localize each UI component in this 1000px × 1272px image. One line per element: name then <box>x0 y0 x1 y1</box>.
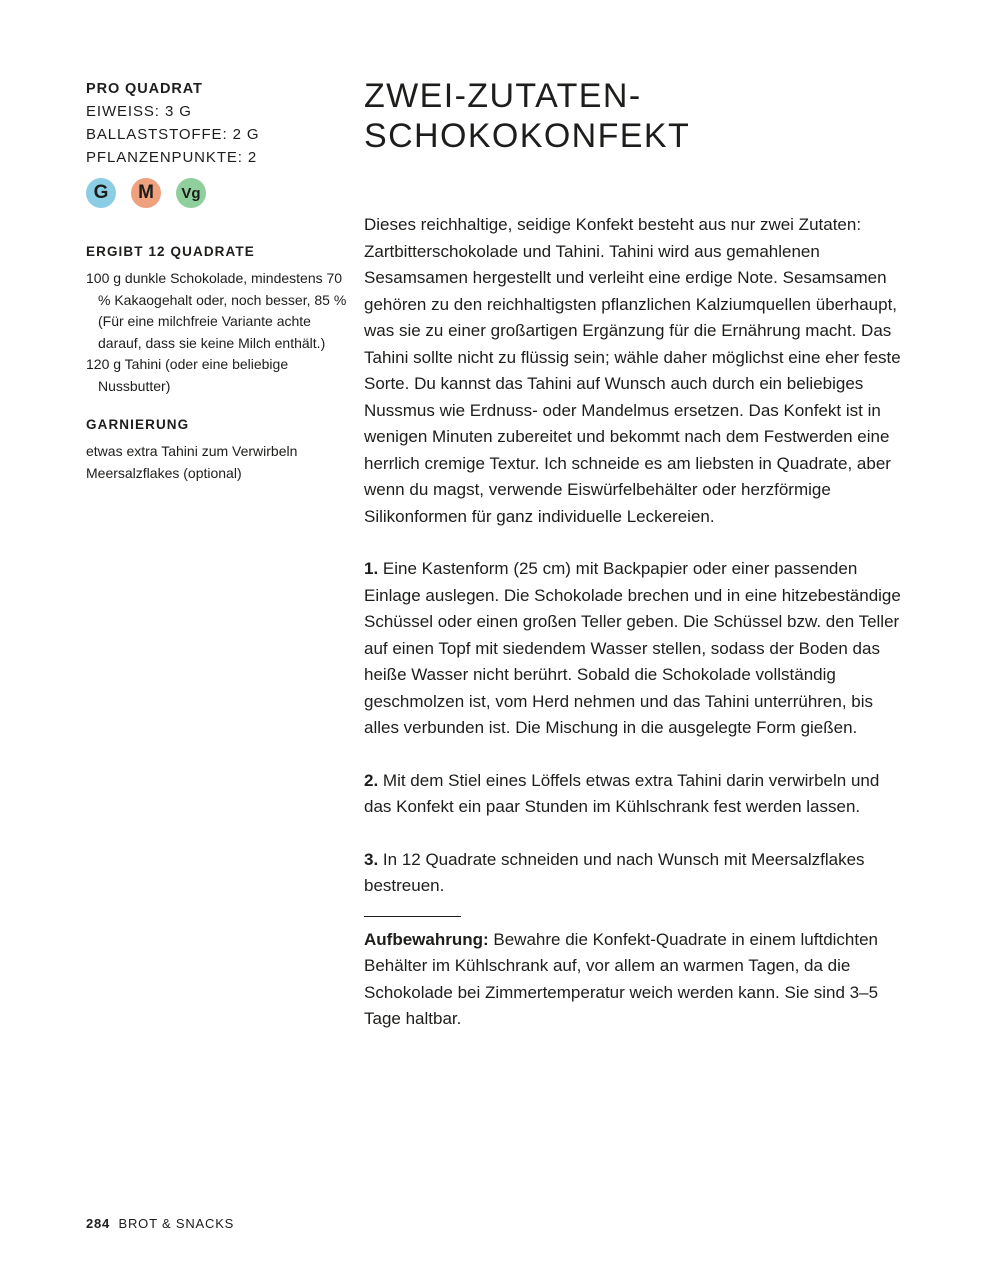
gluten-free-badge: G <box>86 178 116 208</box>
ingredient-list <box>86 268 348 397</box>
recipe-title-line-1: ZWEI-ZUTATEN- <box>364 77 642 115</box>
recipe-step <box>364 768 910 821</box>
storage-text: Bewahre die Konfekt-Quadrate in einem luftdichten Behälter im Kühlschrank auf, vor allem an warmen Tagen, da die Schokolade bei Zimmertemperatur weich werden kann. Sie sind 3–5 Tage haltbar. <box>364 929 879 1028</box>
recipe-sidebar <box>86 78 348 484</box>
recipe-step <box>364 847 910 900</box>
nutrition-protein: EIWEISS: 3 G <box>86 103 192 120</box>
page-number: 284 <box>86 1216 111 1231</box>
nutrition-plant-points: PFLANZENPUNKTE: 2 <box>86 149 258 166</box>
nutrition-heading: PRO QUADRAT <box>86 81 203 97</box>
recipe-intro: Dieses reichhaltige, seidige Konfekt besteht aus nur zwei Zutaten: Zartbitterschokolade und Tahini. Tahini wird aus gemahlenen Sesamsamen hergestellt und verleiht eine erdige Note. Sesamsamen gehören zu den reichhaltigsten pflanzlichen Kalziumquellen überhaupt, was sie zu einer großartigen Ergänzung für die Ernährung macht. Das Tahini sollte nicht zu flüssig sein; wähle daher möglichst eine eher feste Sorte. Du kannst das Tahini auf Wunsch auch durch ein beliebiges Nussmus wie Erdnuss- oder Mandelmus ersetzen. Das Konfekt ist in wenigen Minuten zubereitet und bekommt nach dem Festwerden eine herrlich cremige Textur. Ich schneide es am liebsten in Quadrate, aber wenn du magst, verwende Eiswürfelbehälter oder herzförmige Silikonformen für ganz individuelle Leckereien. <box>364 215 901 526</box>
garnish-list <box>86 441 348 484</box>
recipe-main <box>364 76 910 1033</box>
garnish-heading: GARNIERUNG <box>86 417 190 432</box>
storage-label: Aufbewahrung: <box>364 929 489 949</box>
storage-divider <box>364 916 461 917</box>
storage-note <box>364 927 910 1033</box>
recipe-step <box>364 556 910 742</box>
page-footer <box>86 1216 234 1231</box>
vegan-badge: Vg <box>176 178 206 208</box>
garnish-item: etwas extra Tahini zum Verwirbeln <box>86 443 298 459</box>
step-text: Mit dem Stiel eines Löffels etwas extra Tahini darin verwirbeln und das Konfekt ein paar Stunden im Kühlschrank fest werden lassen. <box>364 770 880 816</box>
milk-free-badge: M <box>131 178 161 208</box>
recipe-title <box>364 76 910 156</box>
ingredient-item: 120 g Tahini (oder eine beliebige Nussbutter) <box>86 356 289 394</box>
diet-badges <box>86 178 348 208</box>
step-number: 3. <box>364 849 379 869</box>
nutrition-fiber: BALLASTSTOFFE: 2 G <box>86 126 260 143</box>
step-number: 2. <box>364 770 379 790</box>
garnish-item: Meersalzflakes (optional) <box>86 464 242 481</box>
step-text: Eine Kastenform (25 cm) mit Backpapier oder einer passenden Einlage auslegen. Die Schokolade brechen und in eine hitzebeständige Schüssel oder einen großen Teller geben. Die Schüssel bzw. den Teller auf einen Topf mit siedendem Wasser stellen, sodass der Boden das heiße Wasser nicht berührt. Sobald die Schokolade vollständig geschmolzen ist, vom Herd nehmen und das Tahini unterrühren, bis alles verbunden ist. Die Mischung in die ausgelegte Form gießen. <box>364 559 901 737</box>
recipe-title-line-2: SCHOKOKONFEKT <box>364 117 691 155</box>
step-number: 1. <box>364 559 379 578</box>
ingredient-item: 100 g dunkle Schokolade, mindestens 70 % Kakaogehalt oder, noch besser, 85 % (Für eine milchfreie Variante achte darauf, dass sie keine Milch enthält.) <box>86 270 347 351</box>
step-text: In 12 Quadrate schneiden und nach Wunsch mit Meersalzflakes bestreuen. <box>364 849 865 895</box>
yield-heading: ERGIBT 12 QUADRATE <box>86 244 255 259</box>
section-name: BROT & SNACKS <box>118 1216 235 1231</box>
